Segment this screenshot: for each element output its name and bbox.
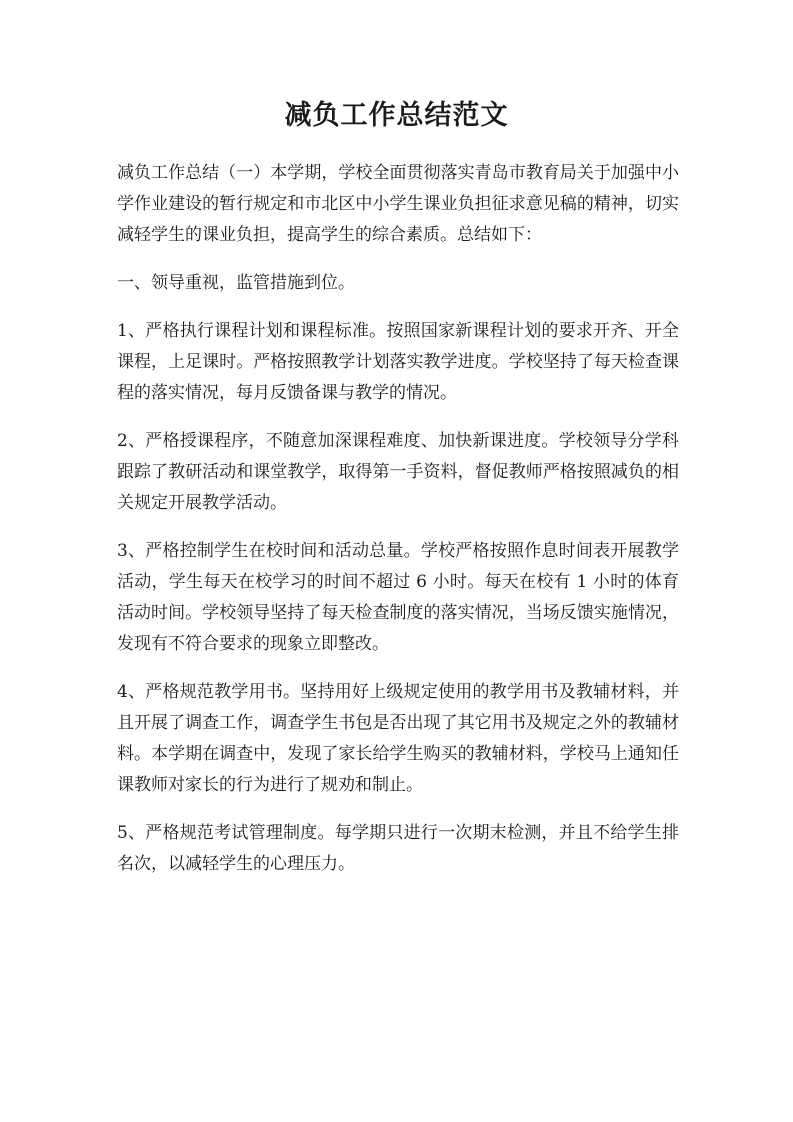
list-item: 5、严格规范考试管理制度。每学期只进行一次期末检测，并且不给学生排名次，以减轻学生的心理压力。: [117, 823, 679, 874]
list-item: 2、严格授课程序，不随意加深课程难度、加快新课进度。学校领导分学科跟踪了教研活动和课堂教学，取得第一手资料，督促教师严格按照减负的相关规定开展教学活动。: [117, 431, 679, 513]
section-heading: 一、领导重视，监管措施到位。: [117, 273, 355, 293]
list-item: 1、严格执行课程计划和课程标准。按照国家新课程计划的要求开齐、开全课程，上足课时。严格按照教学计划落实教学进度。学校坚持了每天检查课程的落实情况，每月反馈备课与教学的情况。: [117, 321, 679, 403]
list-item: 3、严格控制学生在校时间和活动总量。学校严格按照作息时间表开展教学活动，学生每天在校学习的时间不超过 6 小时。每天在校有 1 小时的体育活动时间。学校领导坚持了每天检查制度的落实情况，当场反馈实施情况，发现有不符合要求的现象立即整改。: [117, 541, 679, 654]
list-item: 4、严格规范教学用书。坚持用好上级规定使用的教学用书及教辅材料，并且开展了调查工作，调查学生书包是否出现了其它用书及规定之外的教辅材料。本学期在调查中，发现了家长给学生购买的教辅材料，学校马上通知任课教师对家长的行为进行了规劝和制止。: [117, 682, 679, 795]
page-title: 减负工作总结范文: [284, 100, 509, 131]
intro-paragraph: 减负工作总结（一）本学期，学校全面贯彻落实青岛市教育局关于加强中小学作业建设的暂行规定和市北区中小学生课业负担征求意见稿的精神，切实减轻学生的课业负担，提高学生的综合素质。总结如下：: [117, 163, 679, 245]
document-body: [117, 158, 679, 897]
